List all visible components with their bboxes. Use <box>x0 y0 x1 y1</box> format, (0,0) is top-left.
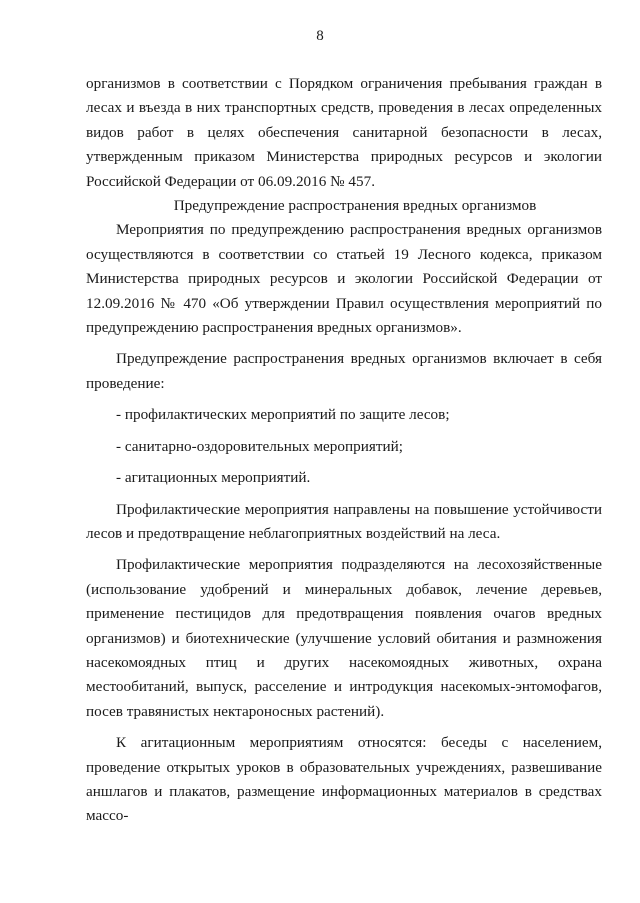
page-number: 8 <box>316 28 324 44</box>
intro-paragraph: организмов в соответствии с Порядком ограничения пребывания граждан в лесах и въезда в них транспортных средств, проведения в лесах определенных видов работ в целях обеспечения санитарной безопасности в лесах, утвержденным приказом Министерства природных ресурсов и экологии Российской Федерации от 06.09.2016 № 457. <box>86 75 602 190</box>
paragraph-prevention-includes: Предупреждение распространения вредных организмов включает в себя проведение: <box>86 350 602 392</box>
paragraph-measures: Мероприятия по предупреждению распространения вредных организмов осуществляются в соответствии со статьей 19 Лесного кодекса, приказом Министерства природных ресурсов и экологии Российской Федерации от 12.09.2016 № 470 «Об утверждении Правил осуществления мероприятий по предупреждению распространения вредных организмов». <box>86 221 602 337</box>
list-item: - санитарно-оздоровительных мероприятий; <box>116 437 403 455</box>
paragraph-agitation: К агитационным мероприятиям относятся: беседы с населением, проведение открытых уроков в образовательных учреждениях, развешивание аншлагов и плакатов, размещение информационных материалов в средствах массо- <box>86 734 602 825</box>
list-item: - профилактических мероприятий по защите лесов; <box>116 406 450 424</box>
document-body <box>86 72 602 829</box>
list-item: - агитационных мероприятий. <box>116 469 311 487</box>
section-title: Предупреждение распространения вредных организмов <box>173 197 537 215</box>
paragraph-preventive-aims: Профилактические мероприятия направлены на повышение устойчивости лесов и предотвращение неблагоприятных воздействий на леса. <box>86 500 602 542</box>
paragraph-preventive-types: Профилактические мероприятия подразделяются на лесохозяйственные (использование удобрений и минеральных добавок, лечение деревьев, применение пестицидов для предотвращения появления очагов вредных организмов) и биотехнические (улучшение условий обитания и размножения насекомоядных птиц и других насекомоядных животных, охрана местообитаний, выпуск, расселение и интродукция насекомых-энтомофагов, посев травянистых нектароносных растений). <box>86 556 602 720</box>
